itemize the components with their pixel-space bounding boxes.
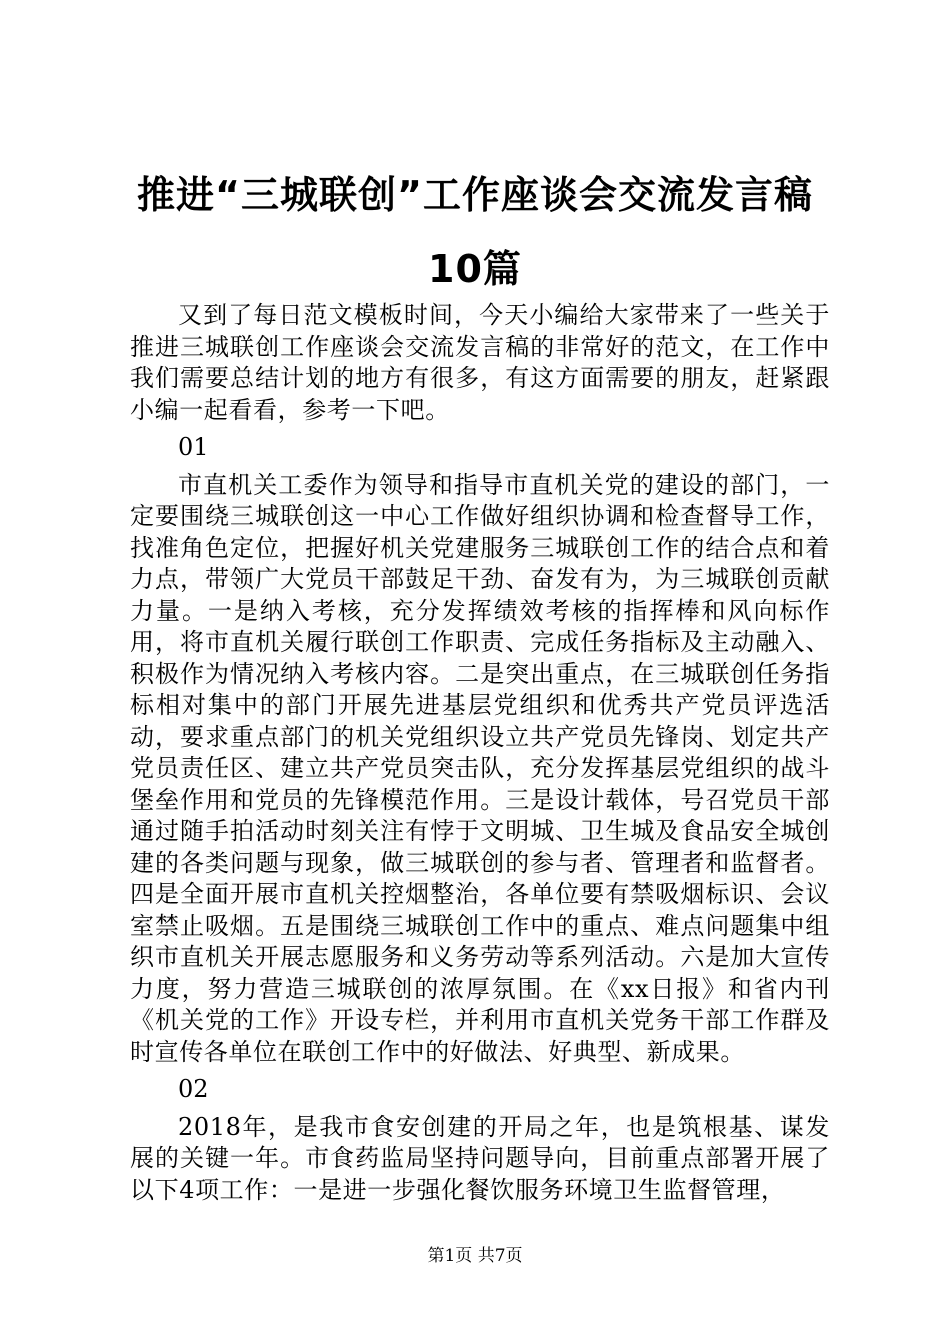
section-text-02: 2018年，是我市食安创建的开局之年，也是筑根基、谋发展的关键一年。市食药监局坚持问题导向，目前重点部署开展了以下4项工作：一是进一步强化餐饮服务环境卫生监督管理，	[130, 1112, 830, 1204]
intro-paragraph: 又到了每日范文模板时间，今天小编给大家带来了一些关于推进三城联创工作座谈会交流发言稿的非常好的范文，在工作中我们需要总结计划的地方有很多，有这方面需要的朋友，赶紧跟小编一起看看，参考一下吧。	[130, 301, 830, 424]
document-title: 推进“三城联创”工作座谈会交流发言稿10篇	[137, 173, 813, 291]
section-number-02: 02	[178, 1075, 209, 1103]
section-text-01: 市直机关工委作为领导和指导市直机关党的建设的部门，一定要围绕三城联创这一中心工作做好组织协调和检查督导工作，找准角色定位，把握好机关党建服务三城联创工作的结合点和着力点，带领广大党员干部鼓足干劲、奋发有为，为三城联创贡献力量。一是纳入考核，充分发挥绩效考核的指挥棒和风向标作用，将市直机关履行联创工作职责、完成任务指标及主动融入、积极作为情况纳入考核内容。二是突出重点，在三城联创任务指标相对集中的部门开展先进基层党组织和优秀共产党员评选活动，要求重点部门的机关党组织设立共产党员先锋岗、划定共产党员责任区、建立共产党员突击队，充分发挥基层党组织的战斗堡垒作用和党员的先锋模范作用。三是设计载体，号召党员干部通过随手拍活动时刻关注有悖于文明城、卫生城及食品安全城创建的各类问题与现象，做三城联创的参与者、管理者和监督者。四是全面开展市直机关控烟整治，各单位要有禁吸烟标识、会议室禁止吸烟。五是围绕三城联创工作中的重点、难点问题集中组织市直机关开展志愿服务和义务劳动等系列活动。六是加大宣传力度，努力营造三城联创的浓厚氛围。在《xx日报》和省内刊《机关党的工作》开设专栏，并利用市直机关党务干部工作群及时宣传各单位在联创工作中的好做法、好典型、新成果。	[130, 470, 830, 1066]
document-body	[130, 300, 830, 1206]
page-footer: 第1页 共7页	[427, 1246, 523, 1266]
section-number-01: 01	[178, 433, 209, 461]
